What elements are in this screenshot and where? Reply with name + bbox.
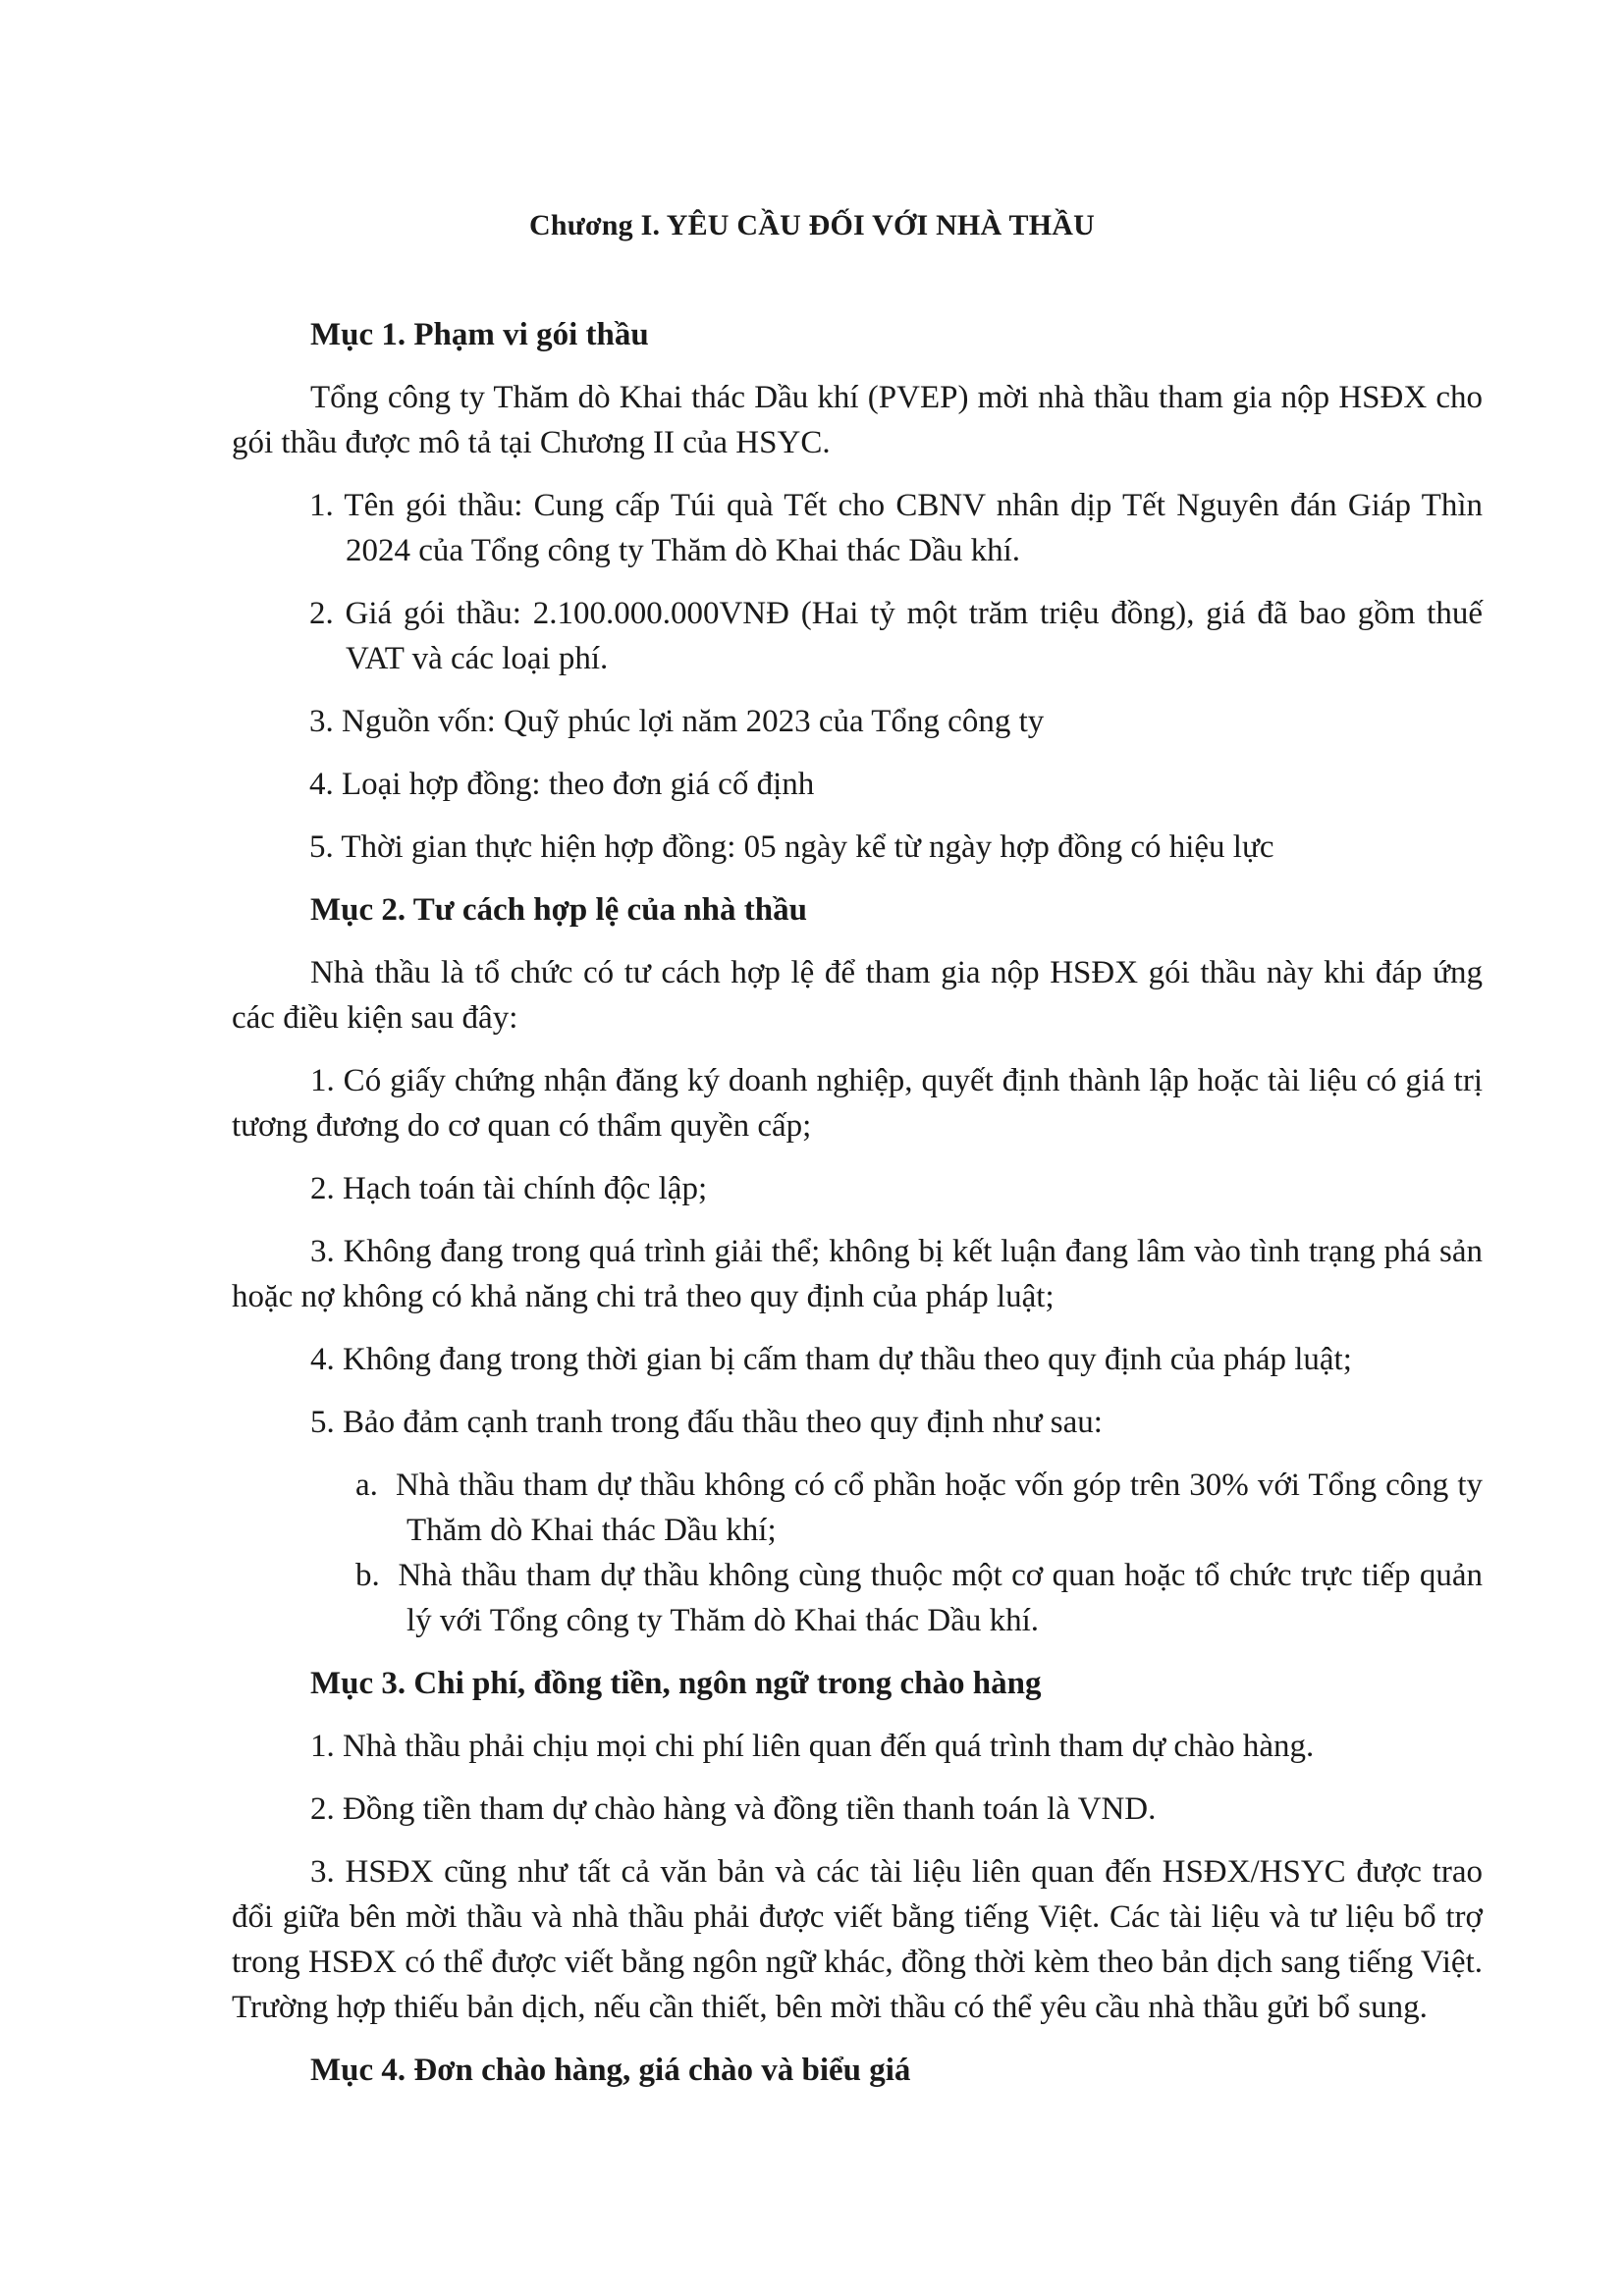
section-3-item-2: 2. Đồng tiền tham dự chào hàng và đồng tiền thanh toán là VND. <box>310 1791 1157 1827</box>
section-3-heading: Mục 3. Chi phí, đồng tiền, ngôn ngữ trong chào hàng <box>310 1666 1042 1701</box>
section-1-item-3: 3. Nguồn vốn: Quỹ phúc lợi năm 2023 của Tổng công ty <box>309 704 1045 739</box>
section-1-intro: Tổng công ty Thăm dò Khai thác Dầu khí (PVEP) mời nhà thầu tham gia nộp HSĐX cho gói thầu được mô tả tại Chương II của HSYC. <box>232 380 1483 460</box>
section-1-item-5: 5. Thời gian thực hiện hợp đồng: 05 ngày kể từ ngày hợp đồng có hiệu lực <box>309 829 1274 865</box>
section-2-item-5: 5. Bảo đảm cạnh tranh trong đấu thầu theo quy định như sau: <box>310 1405 1103 1440</box>
chapter-title: Chương I. YÊU CẦU ĐỐI VỚI NHÀ THẦU <box>529 209 1095 241</box>
section-1-heading: Mục 1. Phạm vi gói thầu <box>310 317 649 352</box>
section-2-intro: Nhà thầu là tổ chức có tư cách hợp lệ để tham gia nộp HSĐX gói thầu này khi đáp ứng các điều kiện sau đây: <box>232 955 1483 1036</box>
section-4-heading: Mục 4. Đơn chào hàng, giá chào và biểu giá <box>310 2053 911 2088</box>
section-1-item-1: 1. Tên gói thầu: Cung cấp Túi quà Tết cho CBNV nhân dịp Tết Nguyên đán Giáp Thìn 2024 của Tổng công ty Thăm dò Khai thác Dầu khí. <box>309 488 1483 568</box>
section-2-subitem-a: a. Nhà thầu tham dự thầu không có cổ phần hoặc vốn góp trên 30% với Tổng công ty Thăm dò Khai thác Dầu khí; <box>355 1468 1483 1548</box>
document-body <box>232 312 1483 2093</box>
section-2-subitem-b: b. Nhà thầu tham dự thầu không cùng thuộc một cơ quan hoặc tổ chức trực tiếp quản lý với Tổng công ty Thăm dò Khai thác Dầu khí. <box>355 1558 1483 1638</box>
section-2-item-2: 2. Hạch toán tài chính độc lập; <box>310 1171 708 1206</box>
section-3-item-1: 1. Nhà thầu phải chịu mọi chi phí liên quan đến quá trình tham dự chào hàng. <box>310 1729 1315 1764</box>
section-3-item-3: 3. HSĐX cũng như tất cả văn bản và các tài liệu liên quan đến HSĐX/HSYC được trao đổi giữa bên mời thầu và nhà thầu phải được viết bằng tiếng Việt. Các tài liệu và tư liệu bổ trợ trong HSĐX có thể được viết bằng ngôn ngữ khác, đồng thời kèm theo bản dịch sang tiếng Việt. Trường hợp thiếu bản dịch, nếu cần thiết, bên mời thầu có thể yêu cầu nhà thầu gửi bổ sung. <box>232 1854 1483 2025</box>
section-2-item-4: 4. Không đang trong thời gian bị cấm tham dự thầu theo quy định của pháp luật; <box>310 1342 1352 1377</box>
section-2-heading: Mục 2. Tư cách hợp lệ của nhà thầu <box>310 892 807 928</box>
section-2-item-1: 1. Có giấy chứng nhận đăng ký doanh nghiệp, quyết định thành lập hoặc tài liệu có giá trị tương đương do cơ quan có thẩm quyền cấp; <box>232 1063 1483 1144</box>
section-1-item-2: 2. Giá gói thầu: 2.100.000.000VNĐ (Hai tỷ một trăm triệu đồng), giá đã bao gồm thuế VAT và các loại phí. <box>309 596 1483 676</box>
section-1-item-4: 4. Loại hợp đồng: theo đơn giá cố định <box>309 767 815 802</box>
section-2-item-3: 3. Không đang trong quá trình giải thể; không bị kết luận đang lâm vào tình trạng phá sản hoặc nợ không có khả năng chi trả theo quy định của pháp luật; <box>232 1234 1483 1314</box>
